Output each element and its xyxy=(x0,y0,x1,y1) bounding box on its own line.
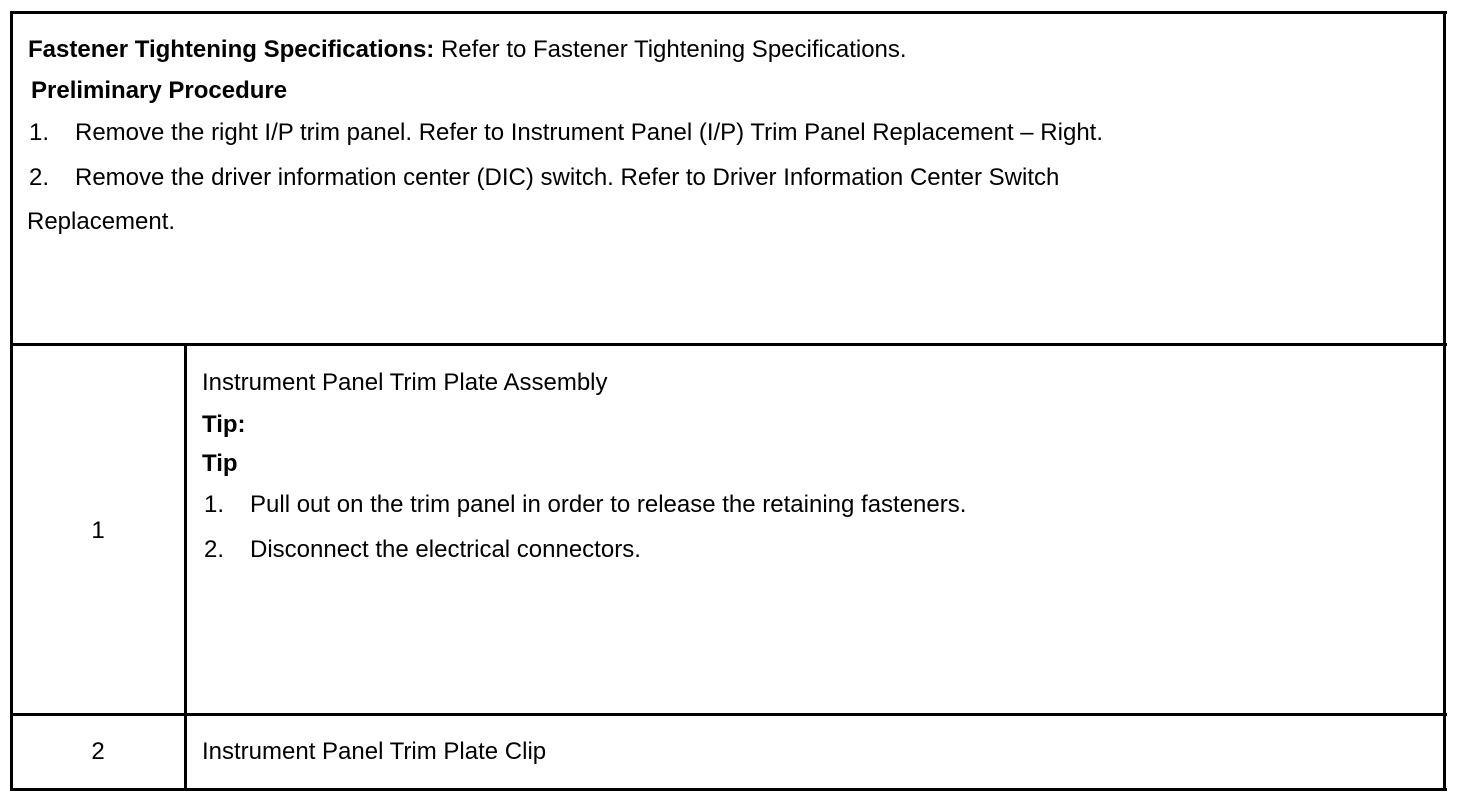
prelim-step-1-number: 1. xyxy=(29,119,50,146)
fastener-spec-text: Refer to Fastener Tightening Specifications. xyxy=(440,36,907,63)
row-1-title: Instrument Panel Trim Plate Assembly xyxy=(202,369,608,396)
row-1-step-2-number: 2. xyxy=(204,536,225,563)
number-column-divider xyxy=(184,343,187,791)
prelim-step-2-continuation: Replacement. xyxy=(27,208,176,235)
procedure-document xyxy=(10,11,1444,789)
row-divider-2 xyxy=(10,713,1447,716)
fastener-spec-line xyxy=(28,35,907,65)
row-divider-1 xyxy=(10,343,1447,346)
row-1-step-2-text: Disconnect the electrical connectors. xyxy=(250,536,641,563)
row-2-title: Instrument Panel Trim Plate Clip xyxy=(202,738,547,765)
prelim-step-2-number: 2. xyxy=(29,164,50,191)
row-1-tip-label: Tip: xyxy=(202,411,246,438)
prelim-step-2-text: Remove the driver information center (DIC) switch. Refer to Driver Information Center Switch xyxy=(75,164,1060,191)
row-1-step-1-text: Pull out on the trim panel in order to release the retaining fasteners. xyxy=(250,491,967,518)
fastener-spec-label: Fastener Tightening Specifications: xyxy=(28,36,435,63)
table-top-border xyxy=(10,11,1447,14)
table-bottom-border xyxy=(10,788,1447,791)
row-2-number: 2 xyxy=(91,738,105,765)
row-1-tip-heading: Tip xyxy=(202,450,238,477)
row-1-step-1-number: 1. xyxy=(204,491,225,518)
preliminary-procedure-title: Preliminary Procedure xyxy=(31,77,288,104)
prelim-step-1-text: Remove the right I/P trim panel. Refer to Instrument Panel (I/P) Trim Panel Replacement – Right. xyxy=(75,119,1104,146)
row-1-number: 1 xyxy=(91,517,105,544)
table-right-border xyxy=(1443,11,1446,791)
table-left-border xyxy=(10,11,13,791)
